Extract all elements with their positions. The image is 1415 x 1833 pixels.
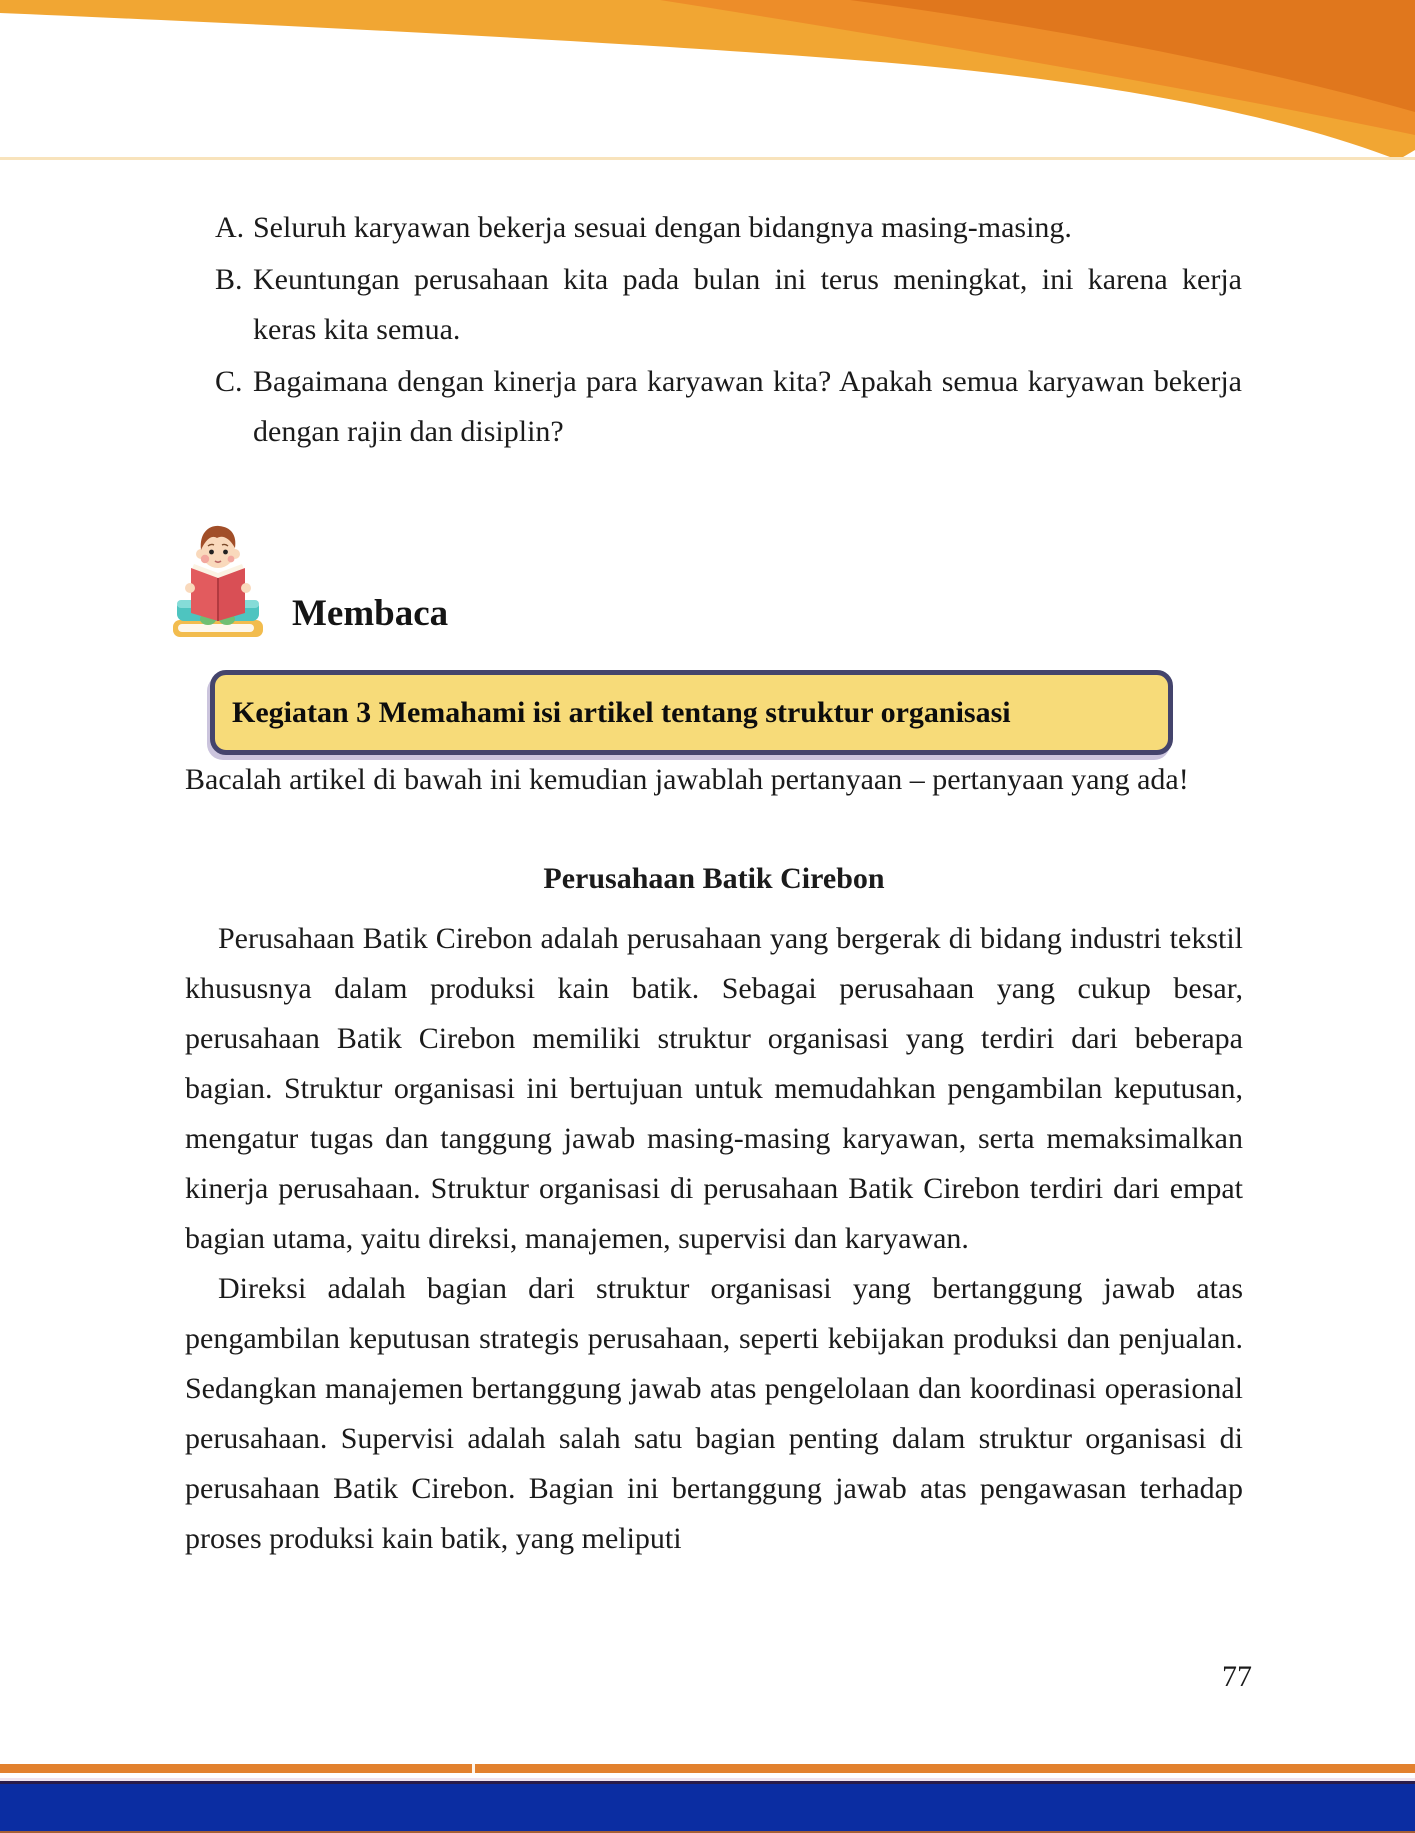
header-swoosh-decoration — [0, 0, 1415, 162]
activity-instruction: Bacalah artikel di bawah ini kemudian jawablah pertanyaan – pertanyaan yang ada! — [185, 763, 1189, 796]
reading-boy-icon — [168, 520, 268, 642]
footer-blue-bar — [0, 1784, 1415, 1831]
list-item-letter: A. — [215, 211, 245, 244]
section-heading-membaca: Membaca — [292, 593, 449, 634]
list-item-letter: C. — [215, 365, 243, 398]
list-item — [215, 255, 1242, 355]
list-item-text: Seluruh karyawan bekerja sesuai dengan bidangnya masing-masing. — [253, 211, 1072, 244]
footer-bar-divider — [472, 1764, 475, 1773]
list-item — [215, 203, 1242, 253]
article-paragraph: Perusahaan Batik Cirebon adalah perusahaan yang bergerak di bidang industri tekstil khususnya dalam produksi kain batik. Sebagai perusahaan yang cukup besar, perusahaan Batik Cirebon memiliki struktur organisasi yang terdiri dari beberapa bagian. Struktur organisasi ini bertujuan untuk memudahkan pengambilan keputusan, mengatur tugas dan tanggung jawab masing-masing karyawan, serta memaksimalkan kinerja perusahaan. Struktur organisasi di perusahaan Batik Cirebon terdiri dari empat bagian utama, yaitu direksi, manajemen, supervisi dan karyawan. — [185, 922, 1243, 1255]
list-item-letter: B. — [215, 263, 243, 296]
article-paragraph: Direksi adalah bagian dari struktur organisasi yang bertanggung jawab atas pengambilan keputusan strategis perusahaan, seperti kebijakan produksi dan penjualan. Sedangkan manajemen bertanggung jawab atas pengelolaan dan koordinasi operasional perusahaan. Supervisi adalah salah satu bagian penting dalam struktur organisasi di perusahaan Batik Cirebon. Bagian ini bertanggung jawab atas pengawasan terhadap proses produksi kain batik, yang meliputi — [185, 1272, 1243, 1555]
activity-banner — [210, 670, 1173, 755]
list-item-text: Keuntungan perusahaan kita pada bulan ini terus meningkat, ini karena kerja keras kita semua. — [253, 263, 1242, 346]
list-item-text: Bagaimana dengan kinerja para karyawan kita? Apakah semua karyawan bekerja dengan rajin dan disiplin? — [253, 365, 1242, 448]
header-rule-line — [0, 157, 1415, 160]
article-title: Perusahaan Batik Cirebon — [543, 862, 885, 895]
answer-options-list — [215, 203, 1242, 459]
footer-orange-bar — [0, 1764, 1415, 1773]
activity-title: Kegiatan 3 Memahami isi artikel tentang struktur organisasi — [232, 695, 1011, 729]
page-number: 77 — [1222, 1660, 1252, 1693]
article — [185, 854, 1243, 1564]
list-item — [215, 357, 1242, 457]
